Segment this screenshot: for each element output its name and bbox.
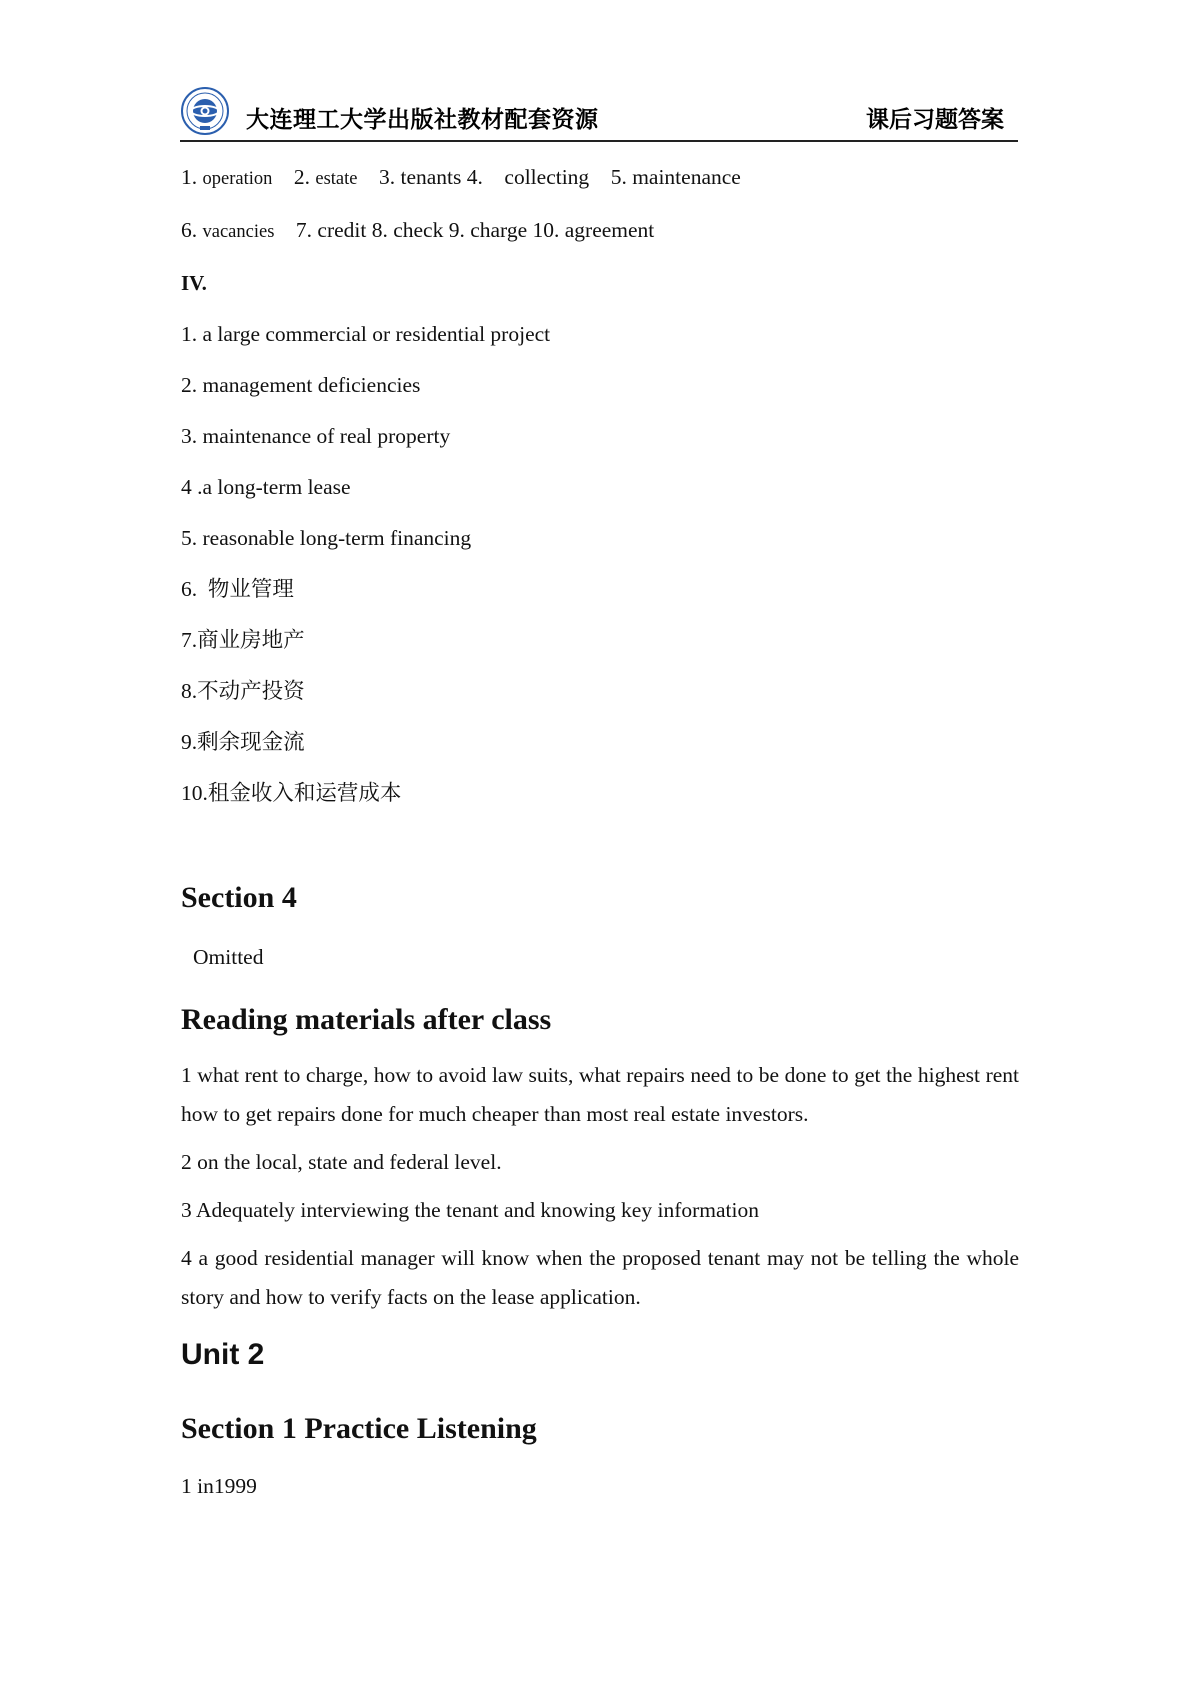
answer-row-2 — [181, 215, 1019, 247]
item-number: 3. — [379, 165, 396, 189]
answer-words: 7. credit 8. check 9. charge 10. agreement — [295, 218, 655, 242]
header-title: 大连理工大学出版社教材配套资源 — [246, 107, 599, 133]
section-body: Omitted — [193, 945, 264, 969]
reading-answer: 2 on the local, state and federal level. — [181, 1150, 502, 1174]
document-body — [181, 162, 1019, 1501]
answer-word: maintenance — [632, 165, 741, 189]
unit-heading: Unit 2 — [181, 1338, 265, 1371]
list-item: 1 in1999 — [181, 1474, 257, 1498]
reading-answer: 1 what rent to charge, how to avoid law suits, what repairs need to be done to get the highest rent how to get repairs done for much cheaper than most real estate investors. — [181, 1063, 1019, 1126]
answer-row-1 — [181, 162, 1019, 194]
header-answers-label: 课后习题答案 — [866, 107, 1004, 133]
university-seal-icon — [180, 86, 230, 136]
item-number: 6. — [181, 218, 198, 242]
list-item: 9.剩余现金流 — [181, 730, 305, 754]
reading-answer: 3 Adequately interviewing the tenant and knowing key information — [181, 1198, 759, 1222]
item-number: 1. — [181, 165, 198, 189]
list-item: 5. reasonable long-term financing — [181, 526, 472, 550]
list-item: 10.租金收入和运营成本 — [181, 781, 402, 805]
section-heading: Section 1 Practice Listening — [181, 1412, 537, 1445]
item-number: 4. — [466, 165, 483, 189]
answer-word: vacancies — [202, 222, 275, 242]
list-item: 2. management deficiencies — [181, 373, 421, 397]
item-number: 5. — [610, 165, 627, 189]
item-number: 2. — [293, 165, 310, 189]
exercise-label: IV. — [181, 271, 207, 295]
list-item: 1. a large commercial or residential project — [181, 322, 551, 346]
list-item: 4 .a long-term lease — [181, 475, 351, 499]
section-heading: Reading materials after class — [181, 1003, 552, 1036]
answer-word: collecting — [504, 165, 590, 189]
answer-word: estate — [315, 169, 358, 189]
answer-word: operation — [202, 169, 273, 189]
page-header — [180, 86, 1018, 142]
answer-word: tenants — [400, 165, 462, 189]
section-heading: Section 4 — [181, 881, 297, 914]
reading-answer: 4 a good residential manager will know when the proposed tenant may not be telling the whole story and how to verify facts on the lease application. — [181, 1246, 1019, 1309]
list-item: 8.不动产投资 — [181, 679, 305, 703]
list-item: 6. 物业管理 — [181, 577, 294, 601]
list-item: 7.商业房地产 — [181, 628, 305, 652]
list-item: 3. maintenance of real property — [181, 424, 451, 448]
